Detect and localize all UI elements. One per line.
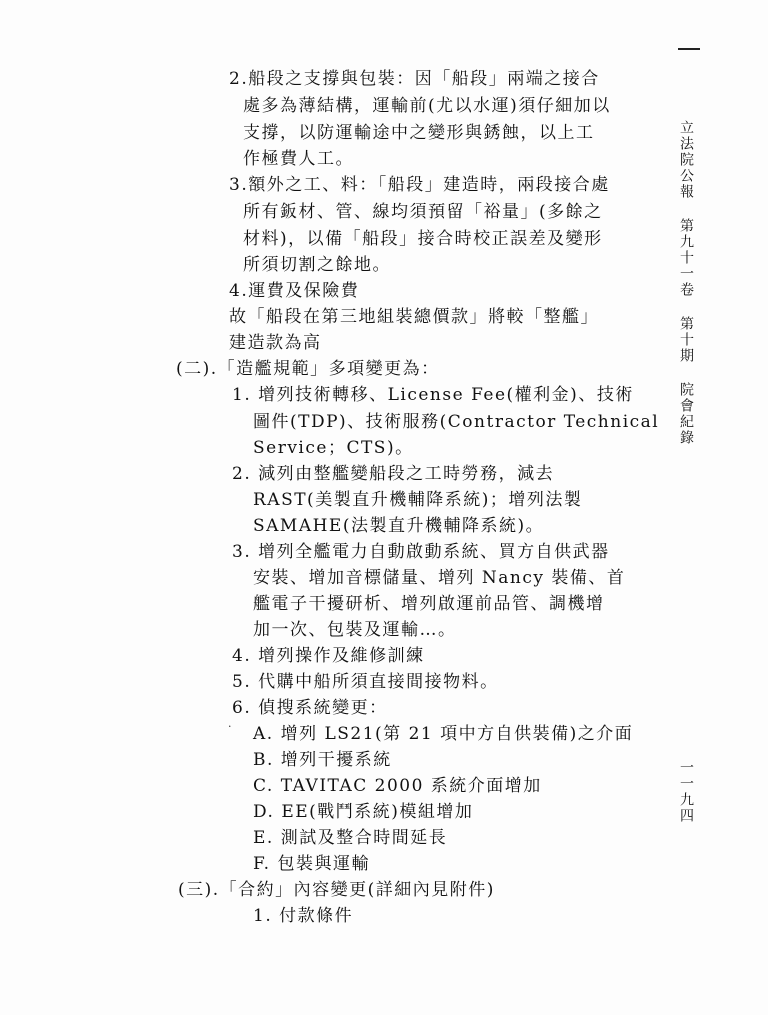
text-line: F. 包裝與運輸	[253, 854, 370, 874]
section-heading: (三).「合約」內容變更(詳細內見附件)	[178, 880, 495, 900]
text-line: 故「船段在第三地組裝總價款」將較「整艦」	[229, 307, 599, 327]
text-line: 所須切割之餘地。	[243, 255, 391, 275]
text-line: 3.額外之工、料：「船段」建造時，兩段接合處	[229, 175, 610, 195]
text-line: 6. 偵搜系統變更：	[232, 698, 388, 718]
text-line: RAST(美製直升機輔降系統)；增列法製	[253, 490, 583, 510]
text-line: E. 測試及整合時間延長	[253, 828, 448, 848]
text-line: 3. 增列全艦電力自動啟動系統、買方自供武器	[232, 542, 610, 562]
text-line: 材料)，以備「船段」接合時校正誤差及變形	[243, 229, 603, 249]
text-line: 4.運費及保險費	[229, 281, 360, 301]
text-line: 處多為薄結構，運輸前(尤以水運)須仔細加以	[243, 96, 611, 116]
text-line: 圖件(TDP)、技術服務(Contractor Technical	[253, 412, 660, 432]
top-rule	[678, 48, 700, 50]
text-line: A. 增列 LS21(第 21 項中方自供裝備)之介面	[253, 724, 634, 744]
text-line: 2. 減列由整艦變船段之工時勞務，減去	[232, 464, 555, 484]
text-line: 支撐，以防運輸途中之變形與銹蝕，以上工	[243, 123, 595, 143]
text-line: D. EE(戰鬥系統)模組增加	[253, 802, 474, 822]
text-line: SAMAHE(法製直升機輔降系統)。	[253, 516, 545, 536]
text-line: 1. 付款條件	[253, 906, 354, 926]
text-line: Service；CTS)。	[253, 438, 414, 458]
text-line: 安裝、增加音標儲量、增列 Nancy 裝備、首	[253, 568, 626, 588]
text-line: 作極費人工。	[243, 149, 354, 169]
text-line: 2.船段之支撐與包裝：因「船段」兩端之接合	[229, 69, 600, 89]
text-line: 建造款為高	[229, 333, 322, 353]
text-line: C. TAVITAC 2000 系統介面增加	[253, 776, 542, 796]
stray-mark: ·	[228, 720, 232, 733]
text-line: 1. 增列技術轉移、License Fee(權利金)、技術	[232, 385, 634, 405]
gazette-header: 立法院公報 第九十一卷 第十期 院會紀錄	[678, 120, 694, 446]
text-line: 加一次、包裝及運輸…。	[253, 620, 457, 640]
section-heading: (二).「造艦規範」多項變更為：	[176, 359, 440, 379]
text-line: 4. 增列操作及維修訓練	[232, 646, 425, 666]
text-line: 5. 代購中船所須直接間接物料。	[232, 672, 499, 692]
page-number: 一一九四	[678, 760, 694, 824]
text-line: 所有鈑材、管、線均須預留「裕量」(多餘之	[243, 202, 603, 222]
text-line: 艦電子干擾研析、增列啟運前品管、調機增	[253, 594, 605, 614]
text-line: B. 增列干擾系統	[253, 750, 392, 770]
